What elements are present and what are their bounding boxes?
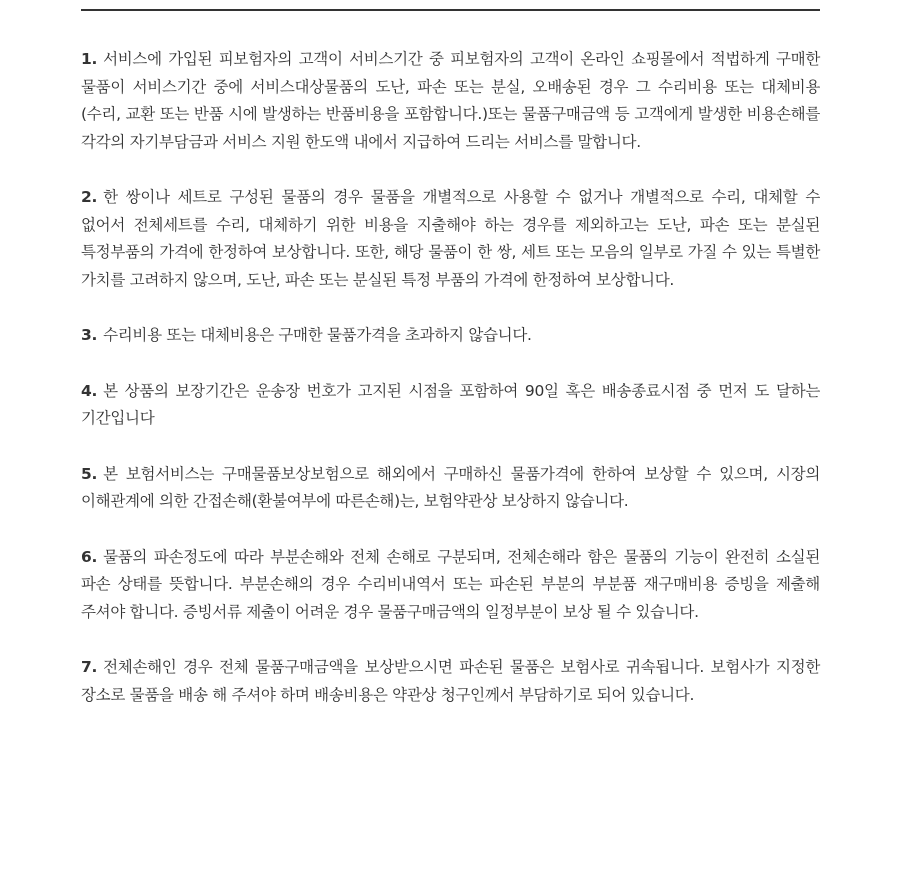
term-text: 서비스에 가입된 피보험자의 고객이 서비스기간 중 피보험자의 고객이 온라인 쇼핑몰에서 적법하게 구매한 물품이 서비스기간 중에 서비스대상물품의 도난, 파손 또는 분실, 오배송된 경우 그 수리비용 또는 대체비용(수리, 교환 또는 반품 시에 발생하는 반품비용을 포함합니다.)또는 물품구매금액 등 고객에게 발생한 비용손해를 각각의 자기부담금과 서비스 지원 한도액 내에서 지급하여 드리는 서비스를 말합니다. xyxy=(81,50,820,151)
term-item xyxy=(81,46,820,156)
top-divider xyxy=(81,9,820,11)
term-number: 1. xyxy=(81,50,98,68)
term-item xyxy=(81,654,820,709)
term-text: 한 쌍이나 세트로 구성된 물품의 경우 물품을 개별적으로 사용할 수 없거나 개별적으로 수리, 대체할 수 없어서 전체세트를 수리, 대체하기 위한 비용을 지출해야 하는 경우를 제외하고는 도난, 파손 또는 분실된 특정부품의 가격에 한정하여 보상합니다. 또한, 해당 물품이 한 쌍, 세트 또는 모음의 일부로 가질 수 있는 특별한 가치를 고려하지 않으며, 도난, 파손 또는 분실된 특정 부품의 가격에 한정하여 보상합니다. xyxy=(81,188,820,289)
term-text: 물품의 파손정도에 따라 부분손해와 전체 손해로 구분되며, 전체손해라 함은 물품의 기능이 완전히 소실된 파손 상태를 뜻합니다. 부분손해의 경우 수리비내역서 또는 파손된 부분의 부분품 재구매비용 증빙을 제출해 주셔야 합니다. 증빙서류 제출이 어려운 경우 물품구매금액의 일정부분이 보상 될 수 있습니다. xyxy=(81,547,820,621)
term-item xyxy=(81,461,820,516)
term-number: 2. xyxy=(81,188,98,206)
term-item xyxy=(81,544,820,627)
term-text: 수리비용 또는 대체비용은 구매한 물품가격을 초과하지 않습니다. xyxy=(103,326,532,344)
term-item xyxy=(81,322,820,350)
terms-list xyxy=(81,46,820,737)
term-number: 6. xyxy=(81,547,98,566)
term-number: 7. xyxy=(81,658,98,676)
term-number: 4. xyxy=(81,381,98,400)
term-text: 본 상품의 보장기간은 운송장 번호가 고지된 시점을 포함하여 90일 혹은 배송종료시점 중 먼저 도 달하는 기간입니다 xyxy=(81,381,820,427)
term-item xyxy=(81,378,820,433)
term-text: 본 보험서비스는 구매물품보상보험으로 해외에서 구매하신 물품가격에 한하여 보상할 수 있으며, 시장의 이해관계에 의한 간접손해(환불여부에 따른손해)는, 보험약관상 보상하지 않습니다. xyxy=(81,464,820,510)
term-text: 전체손해인 경우 전체 물품구매금액을 보상받으시면 파손된 물품은 보험사로 귀속됩니다. 보험사가 지정한 장소로 물품을 배송 해 주셔야 하며 배송비용은 약관상 청구인께서 부담하기로 되어 있습니다. xyxy=(81,658,820,704)
term-number: 3. xyxy=(81,326,98,344)
term-number: 5. xyxy=(81,464,98,483)
term-item xyxy=(81,184,820,294)
